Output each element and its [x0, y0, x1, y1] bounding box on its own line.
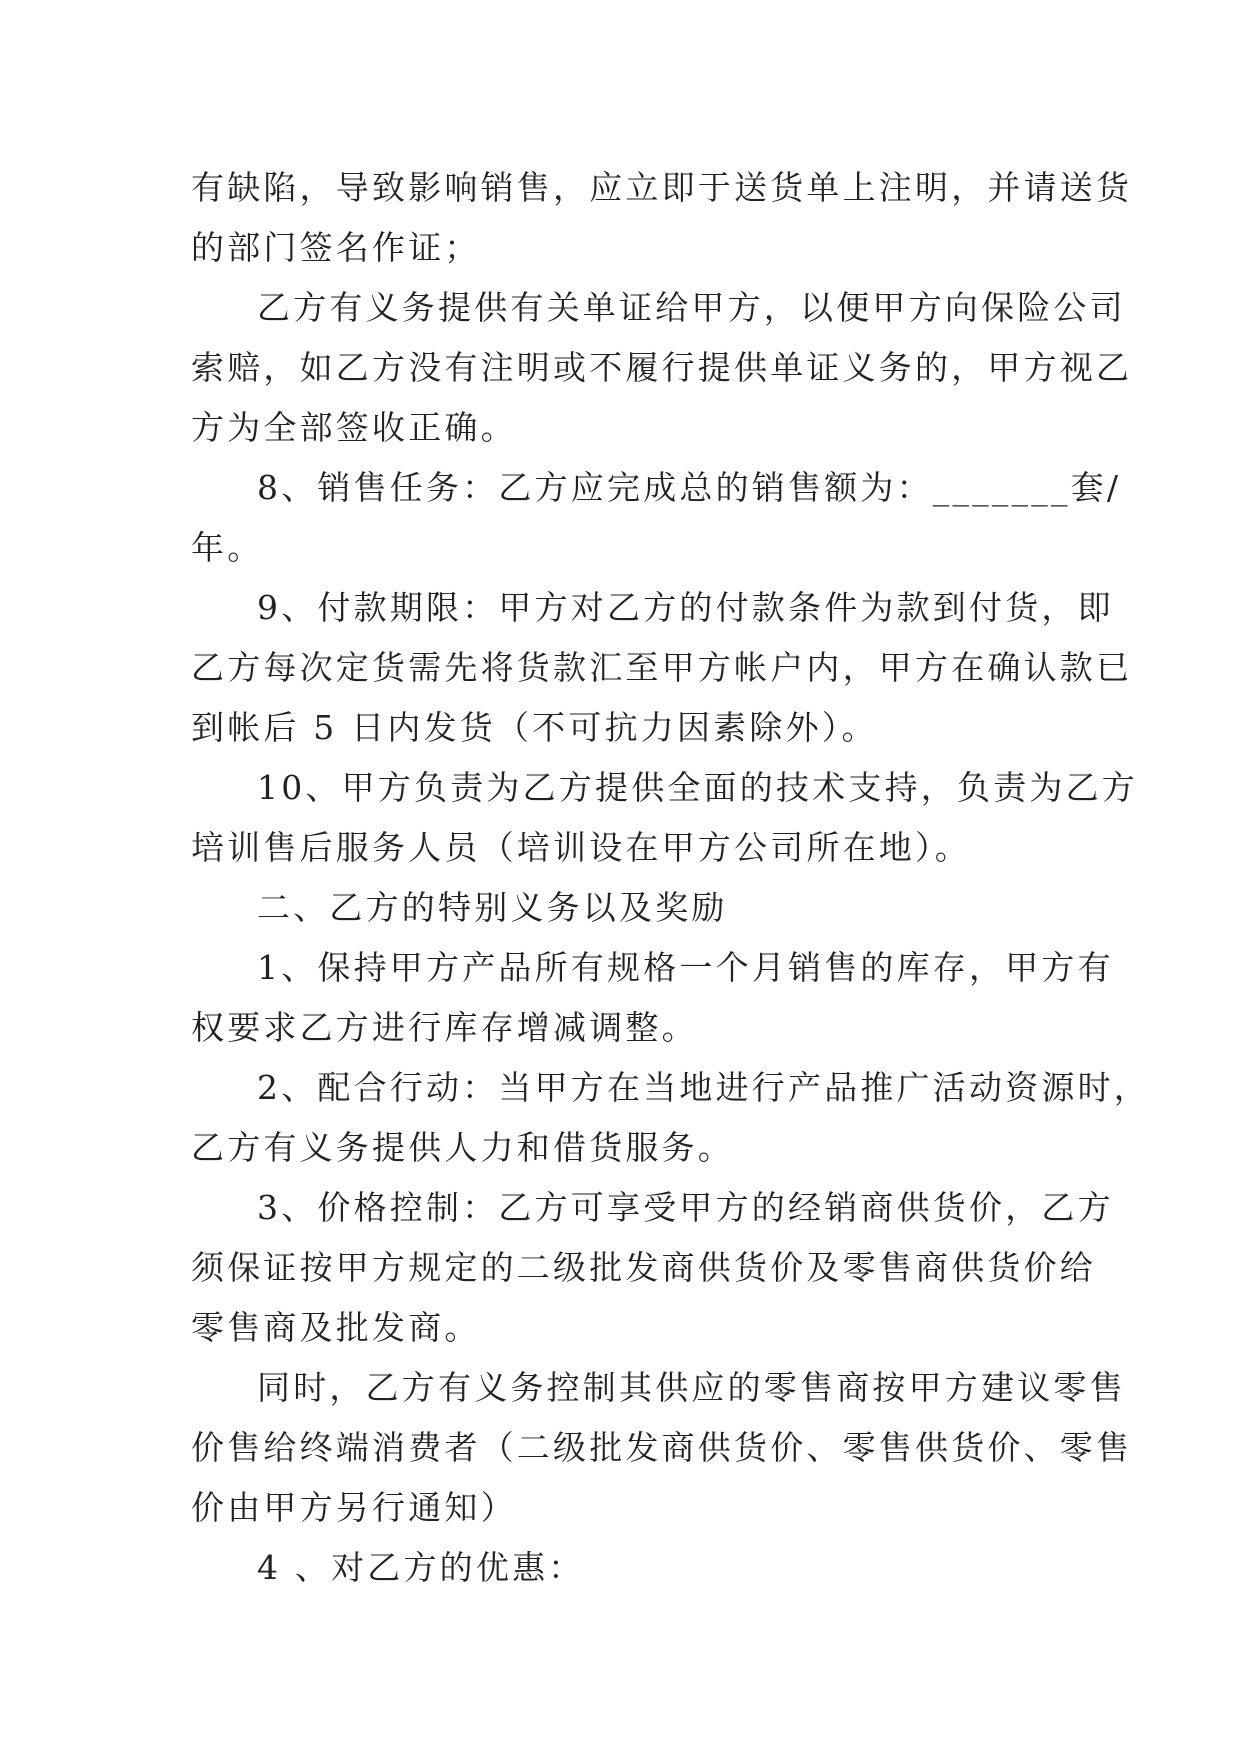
text-line: 的部门签名作证；	[191, 228, 481, 267]
text-line: 9、付款期限：甲方对乙方的付款条件为款到付货，即	[257, 588, 1114, 627]
text-line: 乙方有义务提供人力和借货服务。	[191, 1128, 734, 1167]
text-line: 8、销售任务：乙方应完成总的销售额为：_______套/	[257, 468, 1122, 507]
text-line: 培训售后服务人员（培训设在甲方公司所在地）。	[191, 828, 971, 867]
text-line: 1、保持甲方产品所有规格一个月销售的库存，甲方有	[257, 948, 1114, 987]
text-line: 到帐后 5 日内发货（不可抗力因素除外）。	[191, 708, 878, 747]
text-line: 权要求乙方进行库存增减调整。	[191, 1008, 698, 1047]
text-line: 价售给终端消费者（二级批发商供货价、零售供货价、零售	[191, 1428, 1133, 1467]
text-line: 乙方每次定货需先将货款汇至甲方帐户内，甲方在确认款已	[191, 648, 1133, 687]
text-line: 价由甲方另行通知）	[191, 1488, 517, 1527]
text-line: 零售商及批发商。	[191, 1308, 481, 1347]
text-line: 10、甲方负责为乙方提供全面的技术支持，负责为乙方	[257, 768, 1138, 807]
text-line: 同时，乙方有义务控制其供应的零售商按甲方建议零售	[257, 1368, 1126, 1407]
text-line: 须保证按甲方规定的二级批发商供货价及零售商供货价给	[191, 1248, 1096, 1287]
text-line: 4 、对乙方的优惠：	[257, 1548, 585, 1587]
text-line: 索赔，如乙方没有注明或不履行提供单证义务的，甲方视乙	[191, 348, 1133, 387]
text-line: 方为全部签收正确。	[191, 408, 517, 447]
text-line: 2、配合行动：当甲方在当地进行产品推广活动资源时，	[257, 1068, 1150, 1107]
section-heading: 二、乙方的特别义务以及奖励	[257, 888, 728, 927]
text-line: 乙方有义务提供有关单证给甲方，以便甲方向保险公司	[257, 288, 1126, 327]
document-page	[191, 158, 1150, 1598]
text-line: 年。	[191, 528, 264, 567]
text-line: 有缺陷，导致影响销售，应立即于送货单上注明，并请送货	[191, 168, 1133, 207]
text-line: 3、价格控制：乙方可享受甲方的经销商供货价，乙方	[257, 1188, 1114, 1227]
